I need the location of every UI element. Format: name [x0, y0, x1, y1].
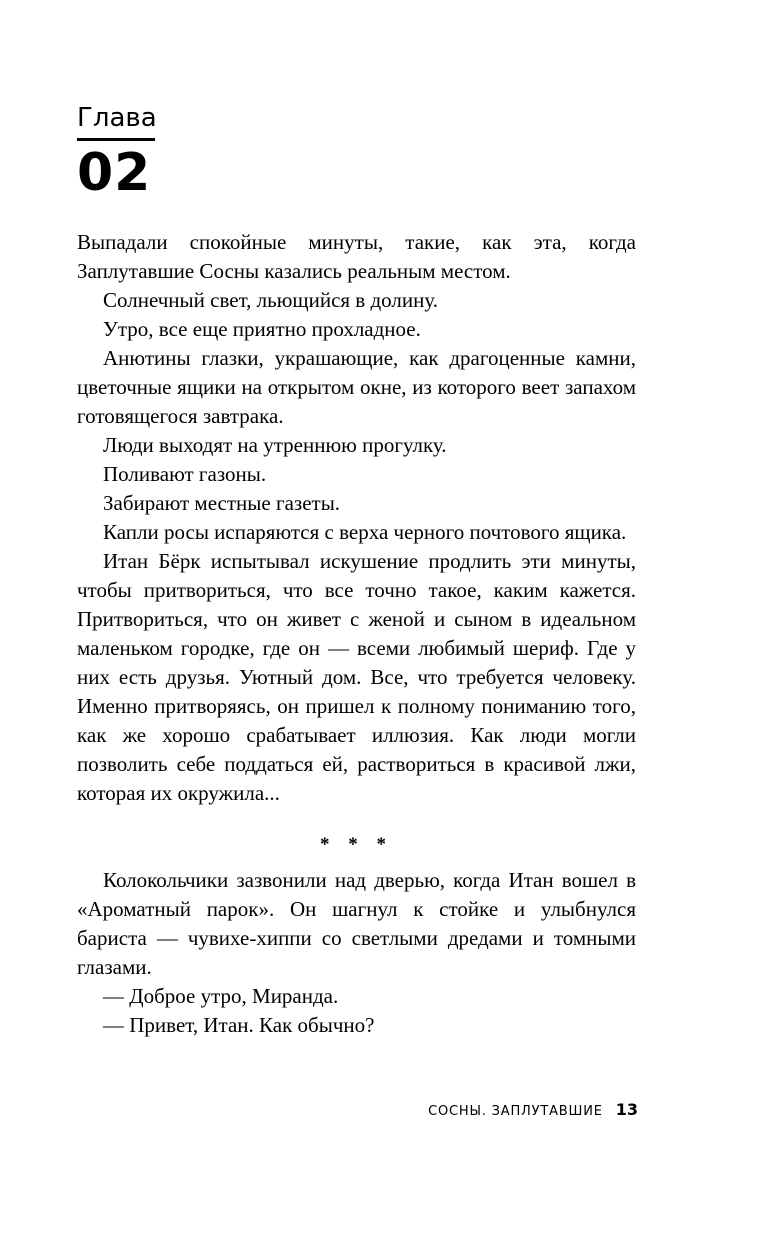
paragraph: Выпадали спокойные минуты, такие, как эта, когда Заплутавшие Сосны казались реальным местом.	[77, 230, 636, 283]
paragraph: Колокольчики зазвонили над дверью, когда Итан вошел в «Ароматный парок». Он шагнул к стойке и улыбнулся бариста — чувихе-хиппи со светлыми дредами и томными глазами.	[77, 868, 636, 979]
dialogue-line: — Привет, Итан. Как обычно?	[103, 1013, 375, 1037]
chapter-label: Глава	[77, 103, 157, 133]
page-footer	[77, 1100, 638, 1119]
running-title: СОСНЫ. ЗАПЛУТАВШИЕ	[428, 1104, 603, 1119]
paragraph: Итан Бёрк испытывал искушение продлить эти минуты, чтобы притвориться, что все точно такое, каким кажется. Притвориться, что он живет с женой и сыном в идеальном маленьком городке, где он — всеми любимый шериф. Где у них есть друзья. Уютный дом. Все, что требуется человеку. Именно притворяясь, он пришел к полному пониманию того, как же хорошо срабатывает иллюзия. Как люди могли позволить себе поддаться ей, раствориться в красивой лжи, которая их окружила...	[77, 549, 636, 805]
paragraph: Капли росы испаряются с верха черного почтового ящика.	[103, 520, 627, 544]
chapter-rule-divider	[77, 138, 155, 141]
dialogue-line: — Доброе утро, Миранда.	[103, 984, 339, 1008]
paragraph: Солнечный свет, льющийся в долину.	[103, 288, 438, 312]
paragraph: Забирают местные газеты.	[103, 491, 341, 515]
chapter-heading	[77, 103, 157, 203]
paragraph: Утро, все еще приятно прохладное.	[103, 317, 421, 341]
body-text	[77, 228, 636, 1040]
paragraph: Поливают газоны.	[103, 462, 267, 486]
scene-break-separator: * * *	[320, 834, 393, 855]
paragraph: Люди выходят на утреннюю прогулку.	[103, 433, 447, 457]
chapter-number: 02	[77, 142, 152, 203]
page-number: 13	[615, 1100, 638, 1119]
paragraph: Анютины глазки, украшающие, как драгоценные камни, цветочные ящики на открытом окне, из которого веет запахом готовящегося завтрака.	[77, 346, 636, 428]
